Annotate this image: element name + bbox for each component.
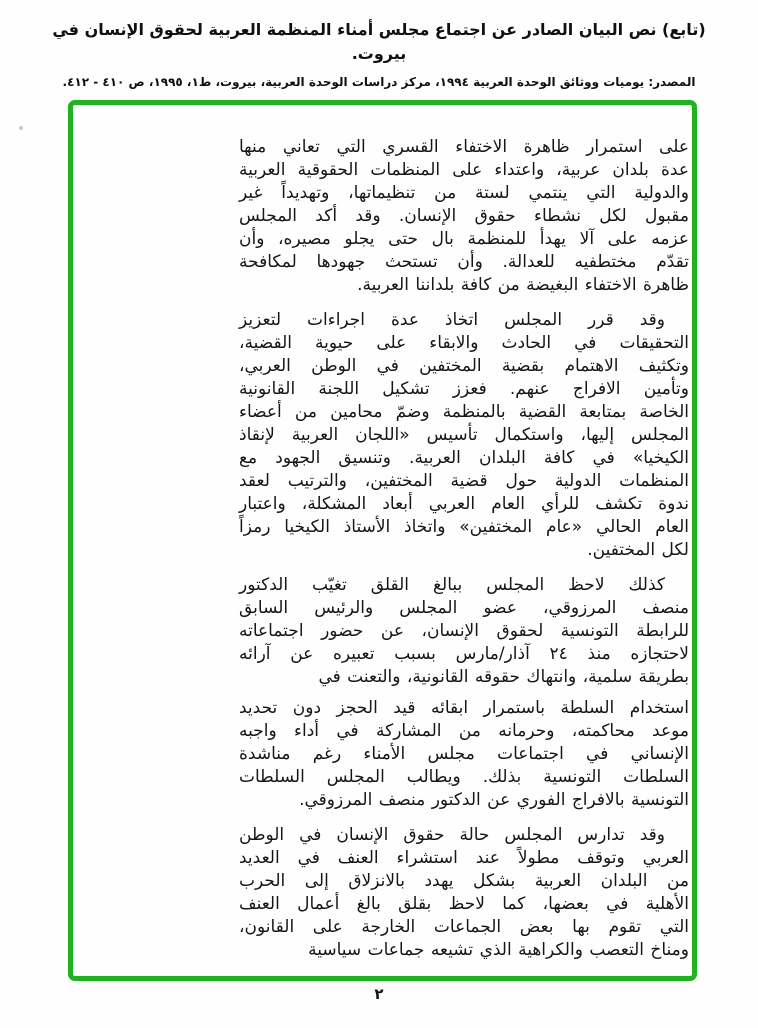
- text-line: التحقيقات في الحادث والابقاء على حيوية القضية،: [239, 333, 689, 353]
- header-title: (تابع) نص البيان الصادر عن اجتماع مجلس أمناء المنظمة العربية لحقوق الإنسان في بيروت.: [52, 20, 706, 63]
- text-line: التي تقوم بها بعض الجماعات الخارجة على القانون،: [239, 917, 689, 937]
- text-line: العام الحالي «عام المختفين» واتخاذ الأستاذ الكيخيا رمزاً: [239, 517, 689, 537]
- text-line: بطريقة سلمية، وانتهاك حقوقه القانونية، والتعنت في: [318, 667, 689, 687]
- text-line: الخاصة بمتابعة القضية بالمنظمة وضمّ محامين من أعضاء: [239, 402, 689, 422]
- text-line: لكل المختفين.: [587, 540, 689, 560]
- text-line: الأهلية في بعضها، كما لاحظ بقلق بالغ أعمال العنف: [239, 894, 689, 914]
- page-header: [30, 18, 728, 91]
- text-line: ظاهرة الاختفاء البغيضة من كافة بلداننا العربية.: [357, 275, 689, 295]
- text-line: كذلك لاحظ المجلس ببالغ القلق تغيّب الدكتور: [239, 575, 665, 595]
- text-line: من البلدان العربية بشكل يهدد بالانزلاق إلى الحرب: [239, 871, 689, 891]
- page-number: ٢: [374, 985, 384, 1003]
- paragraph: [239, 136, 689, 297]
- text-line: وتأمين الافراج عنهم. فعزز تشكيل اللجنة القانونية: [239, 379, 689, 399]
- text-line: للرابطة التونسية لحقوق الإنسان، عن حضور اجتماعاته: [239, 621, 689, 641]
- text-line: التونسية بالافراج الفوري عن الدكتور منصف المرزوقي.: [299, 790, 689, 810]
- text-line: استخدام السلطة باستمرار ابقائه قيد الحجز دون تحديد: [239, 698, 689, 718]
- text-line: الإنساني في اجتماعات مجلس الأمناء رغم مناشدة: [239, 744, 689, 764]
- text-line: المجلس إليها، واستكمال تأسيس «اللجان العربية لإنقاذ: [239, 425, 689, 445]
- text-line: مقبول لكل نشطاء حقوق الإنسان. وقد أكد المجلس: [239, 206, 689, 226]
- text-line: الكيخيا» في كافة البلدان العربية. وتنسيق الجهود مع: [239, 448, 689, 468]
- text-line: منصف المرزوقي، عضو المجلس والرئيس السابق: [239, 598, 689, 618]
- text-line: على استمرار ظاهرة الاختفاء القسري التي تعاني منها: [239, 137, 689, 157]
- paragraph: [239, 824, 689, 962]
- text-line: عزمه على آلا يهدأ للمنظمة بال حتى يجلو مصيره، وأن: [239, 229, 689, 249]
- text-line: موعد محاكمته، وحرمانه من المشاركة في أداء واجبه: [239, 721, 689, 741]
- header-source: المصدر: يوميات ووثائق الوحدة العربية ١٩٩٤، مركز دراسات الوحدة العربية، بيروت، ط١، ١٩٩٥، ص ٤١٠ - ٤١٢.: [62, 75, 696, 89]
- paragraph: [239, 574, 689, 689]
- statement-body: [239, 136, 689, 962]
- text-line: لاحتجازه منذ ٢٤ آذار/مارس بسبب تعبيره عن آرائه: [239, 644, 689, 664]
- text-line: عدة بلدان عربية، واعتداء على المنظمات الحقوقية العربية: [239, 160, 689, 180]
- text-line: تقدّم مختطفيه للعدالة. وأن تستحث جهودها لمكافحة: [239, 252, 689, 272]
- text-line: والدولية التي ينتمي لستة من تنظيماتها، وتهديداً غير: [239, 183, 689, 203]
- paragraph: [239, 697, 689, 812]
- text-line: المنظمات الدولية حول قضية المختفين، والترتيب لعقد: [239, 471, 689, 491]
- text-line: العربي وتوقف مطولاً عند استشراء العنف في العديد: [239, 848, 689, 868]
- text-line: وتكثيف الاهتمام بقضية المختفين في الوطن العربي،: [239, 356, 689, 376]
- text-line: وقد قرر المجلس اتخاذ عدة اجراءات لتعزيز: [239, 310, 665, 330]
- text-line: ندوة تكشف للرأي العام العربي أبعاد المشكلة، واعتبار: [239, 494, 689, 514]
- text-line: وقد تدارس المجلس حالة حقوق الإنسان في الوطن: [239, 825, 665, 845]
- paragraph: [239, 309, 689, 562]
- text-line: السلطات التونسية بذلك. ويطالب المجلس السلطات: [239, 767, 689, 787]
- stray-mark: [19, 126, 23, 130]
- text-line: ومناخ التعصب والكراهية الذي تشيعه جماعات سياسية: [308, 940, 689, 960]
